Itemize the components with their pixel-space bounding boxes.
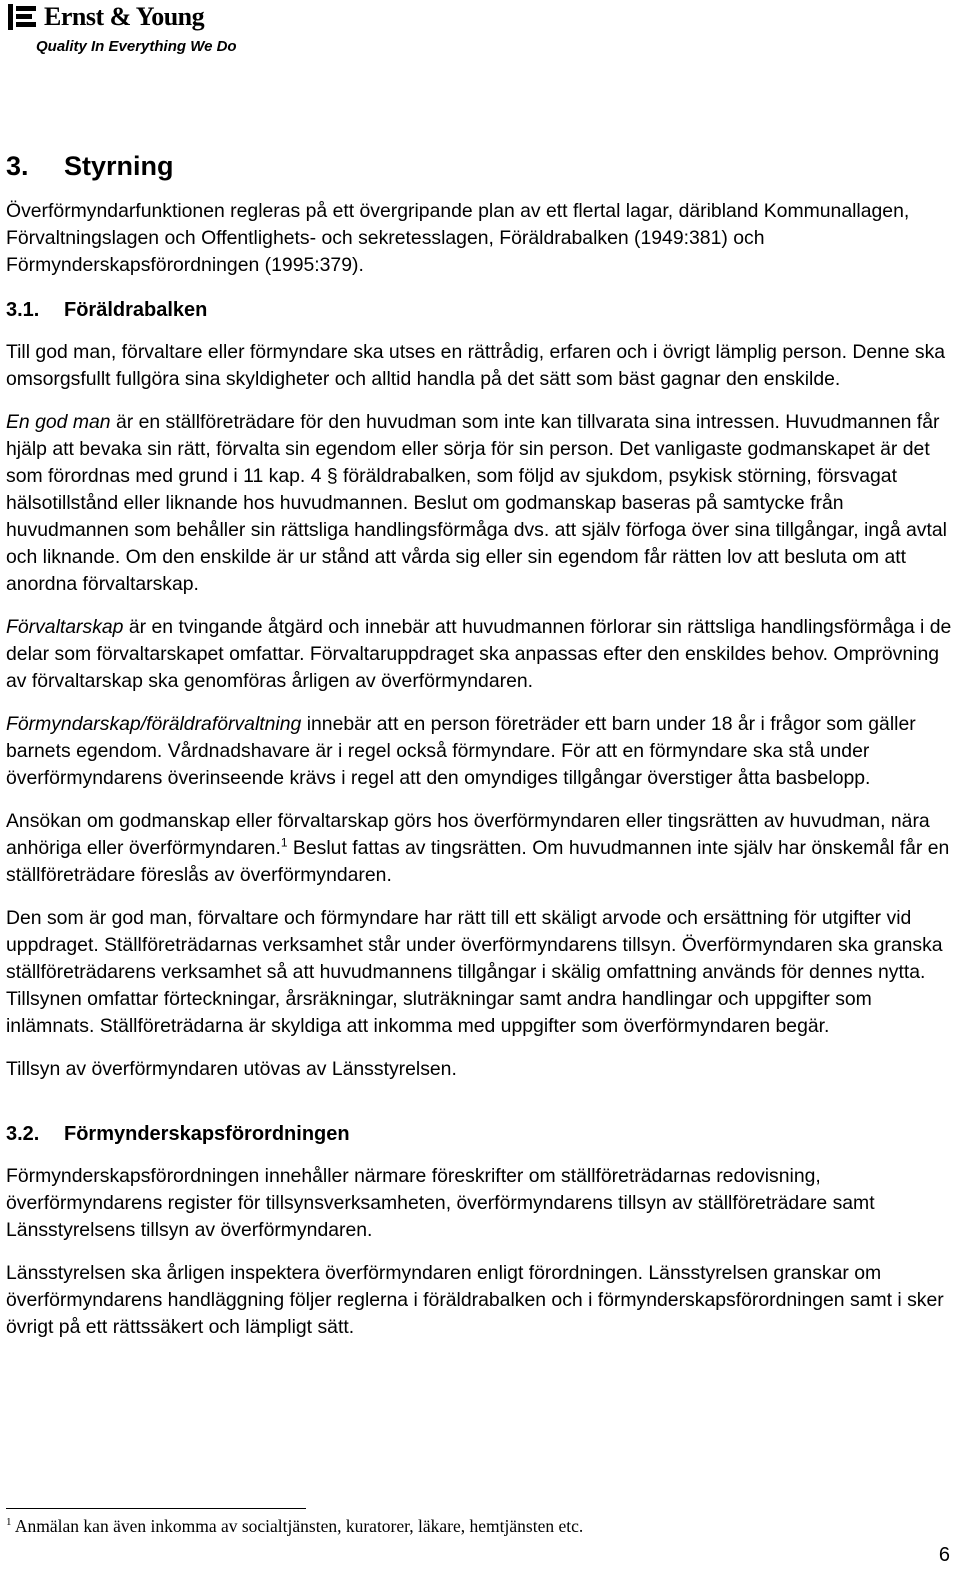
paragraph-forvaltarskap: Förvaltarskap är en tvingande åtgärd och innebär att huvudmannen förlorar sin rättsliga handlingsförmåga i de delar som förvaltarskapet omfattar. Förvaltaruppdraget ska anpassas efter den enskildes behov. Omprövning av förvaltarskap ska genomföras årligen av överförmyndaren. [6,616,952,692]
footnote-separator [6,1508,306,1509]
company-tagline: Quality In Everything We Do [36,38,237,55]
footnote [6,1516,583,1537]
section-3-2-heading [6,1119,956,1149]
page-number: 6 [938,1544,950,1566]
section-3-title: Styrning [64,151,174,181]
paragraph-forordning: Förmynderskapsförordningen innehåller närmare föreskrifter om ställföreträdarnas redovisning, överförmyndarens register för tillsynsverksamheten, överförmyndarens tillsyn av ställföreträdare samt Länsstyrelsens tillsyn av överförmyndaren. [6,1165,875,1241]
company-name: Ernst & Young [44,2,205,31]
company-logo [6,2,256,56]
paragraph-lansstyrelsen-tillsyn: Tillsyn av överförmyndaren utövas av Länsstyrelsen. [6,1058,457,1080]
term-god-man: En god man [6,411,111,433]
section-3-1-heading [6,295,956,325]
paragraph-qualifications: Till god man, förvaltare eller förmyndare ska utses en rättrådig, erfaren och i övrigt lämplig person. Denne ska omsorgsfullt fullgöra sina skyldigheter och alltid handla på det sätt som bäst gagnar den enskilde. [6,341,946,390]
section-3-2-number: 3.2. [6,1123,40,1145]
section-3-heading [6,146,956,186]
paragraph-arvode-tillsyn: Den som är god man, förvaltare och förmyndare har rätt till ett skäligt arvode och ersättning för utgifter vid uppdraget. Ställföreträdarnas verksamhet står under överförmyndarens tillsyn. Överförmyndaren ska granska ställföreträdarens verksamhet så att huvudmannens tillgångar i skälig omfattning används för dennes nytta. Tillsynen omfattar förteckningar, årsräkningar, sluträkningar samt andra handlingar och uppgifter som inlämnats. Ställföreträdarna är skyldiga att inkomma med uppgifter som överförmyndaren begär. [6,907,943,1037]
ey-logo-mark-icon [8,4,38,30]
section-3-2-title: Förmynderskapsförordningen [64,1123,350,1145]
section-3-1-title: Föräldrabalken [64,299,208,321]
term-forvaltarskap: Förvaltarskap [6,616,124,638]
section-3-number: 3. [6,151,29,181]
document-body [6,146,956,1357]
footnote-marker: 1 [6,1516,12,1529]
term-formyndarskap: Förmyndarskap/föräldraförvaltning [6,713,302,735]
footnote-reference[interactable]: 1 [280,835,288,850]
footnote-text: Anmälan kan även inkomma av socialtjänsten, kuratorer, läkare, hemtjänsten etc. [11,1516,584,1536]
section-3-1-number: 3.1. [6,299,40,321]
paragraph-god-man: En god man är en ställföreträdare för den huvudman som inte kan tillvarata sina intressen. Huvudmannen får hjälp att bevaka sin rätt, förvalta sin egendom eller sörja för sin person. Det vanligaste godmanskapet är det som förordnas med grund i 11 kap. 4 § föräldrabalken, som följd av sjukdom, psykisk störning, försvagat hälsotillstånd eller liknande hos huvudmannen. Beslut om godmanskap baseras på samtycke från huvudmannen som behåller sin rättsliga handlingsförmåga dvs. att själv förfoga över sina tillgångar, ingå avtal och liknande. Om den enskilde är ur stånd att vårda sig eller sin egendom får rätten lov att besluta om att anordna förvaltarskap. [6,411,947,595]
paragraph-inspektion: Länsstyrelsen ska årligen inspektera överförmyndaren enligt förordningen. Länsstyrelsen granskar om överförmyndarens handläggning följer reglerna i föräldrabalken och i förmynderskapsförordningen samt i sker övrigt på ett rättssäkert och lämpligt sätt. [6,1262,944,1338]
paragraph-formyndarskap: Förmyndarskap/föräldraförvaltning innebär att en person företräder ett barn under 18 år i frågor som gäller barnets egendom. Vårdnadshavare är i regel också förmyndare. För att en förmyndare ska stå under överförmyndarens överinseende krävs i regel att den omyndiges tillgångar överstiger åtta basbelopp. [6,713,916,789]
paragraph-ansokan: Ansökan om godmanskap eller förvaltarskap görs hos överförmyndaren eller tingsrätten av huvudman, nära anhöriga eller överförmyndaren.$^1$ Beslut fattas av tingsrätten. Om huvudmannen inte själv har önskemål får en ställföreträdare föreslås av överförmyndaren. [6,810,950,886]
section-3-intro: Överförmyndarfunktionen regleras på ett övergripande plan av ett flertal lagar, däribland Kommunallagen, Förvaltningslagen och Offentlighets- och sekretesslagen, Föräldrabalken (1949:381) och Förmynderskapsförordningen (1995:379). [6,200,910,276]
